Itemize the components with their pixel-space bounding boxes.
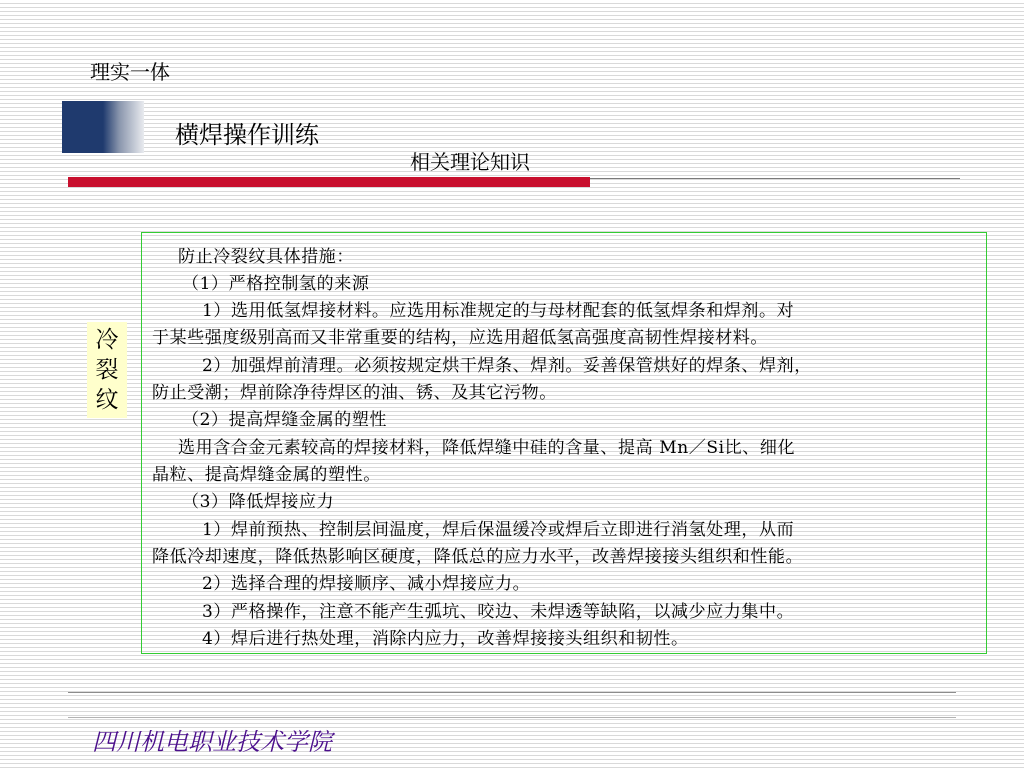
content-line: （2）提高焊缝金属的塑性 xyxy=(182,410,388,430)
content-line: 防止受潮；焊前除净待焊区的油、锈、及其它污物。 xyxy=(152,383,557,403)
content-line: 4）焊后进行热处理，消除内应力，改善焊接接头组织和韧性。 xyxy=(202,629,689,649)
footer-divider xyxy=(68,717,956,718)
title-divider xyxy=(590,178,960,179)
content-line: 3）严格操作，注意不能产生弧坑、咬边、未焊透等缺陷，以减少应力集中。 xyxy=(202,602,795,622)
side-label xyxy=(87,322,127,418)
content-line: 降低冷却速度，降低热影响区硬度，降低总的应力水平，改善焊接接头组织和性能。 xyxy=(152,547,804,567)
footer-institution: 四川机电职业技术学院 xyxy=(92,728,332,756)
content-line: 选用含合金元素较高的焊接材料，降低焊缝中硅的含量、提高 Mn／Si比、细化 xyxy=(178,438,796,458)
content-line: 晶粒、提高焊缝金属的塑性。 xyxy=(152,465,381,485)
side-label-text: 冷裂纹 xyxy=(95,327,119,413)
content-line: 2）选择合理的焊接顺序、减小焊接应力。 xyxy=(202,574,531,594)
page-title: 横焊操作训练 xyxy=(175,121,319,149)
course-tag: 理实一体 xyxy=(90,60,170,84)
logo-block xyxy=(62,101,144,153)
content-line: 于某些强度级别高而又非常重要的结构，应选用超低氢高强度高韧性焊接材料。 xyxy=(152,328,768,348)
content-line: 防止冷裂纹具体措施： xyxy=(178,247,354,267)
content-line: （1）严格控制氢的来源 xyxy=(182,274,370,294)
footer-divider xyxy=(68,692,956,693)
page-subtitle: 相关理论知识 xyxy=(410,150,530,174)
content-line: 1）焊前预热、控制层间温度，焊后保温缓冷或焊后立即进行消氢处理，从而 xyxy=(202,520,795,540)
content-line: 1）选用低氢焊接材料。应选用标准规定的与母材配套的低氢焊条和焊剂。对 xyxy=(202,301,795,321)
content-line: （3）降低焊接应力 xyxy=(182,492,335,512)
title-underline-bar xyxy=(68,177,590,187)
content-line: 2）加强焊前清理。必须按规定烘干焊条、焊剂。妥善保管烘好的焊条、焊剂， xyxy=(202,356,812,376)
